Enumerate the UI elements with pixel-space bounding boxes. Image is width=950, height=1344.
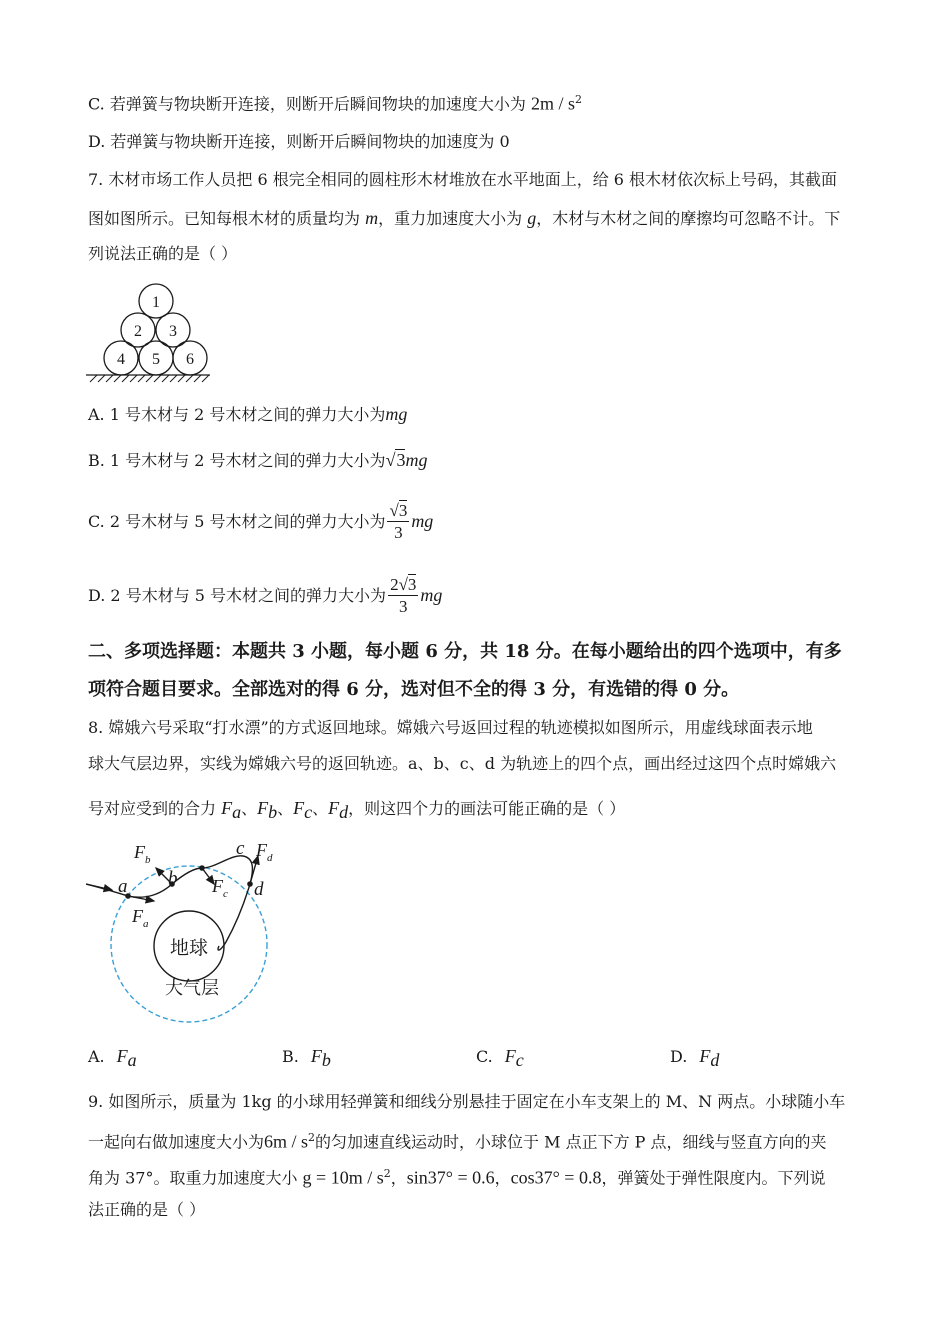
- q8-option-c-letter: C.: [476, 1047, 493, 1066]
- q8-option-d-force: F: [699, 1046, 711, 1066]
- q7-logs-figure: [86, 282, 226, 386]
- q8-force-fd: F: [328, 798, 340, 818]
- log-label-5: 5: [152, 351, 160, 368]
- log-label-3: 3: [169, 323, 177, 340]
- q7-stem-text: 图如图所示。已知每根木材的质量均为: [88, 209, 366, 228]
- q6-option-d: D. 若弹簧与物块断开连接，则断开后瞬间物块的加速度为 0: [88, 132, 510, 151]
- q8-option-d: [670, 1046, 719, 1071]
- q9-stem-line3: 角为 37°。取重力加速度大小 $g = 10m / s^2$，sin37° = 0.6，cos37° = 0.8，弹簧处于弹性限度内。下列说: [88, 1167, 826, 1188]
- q7-option-b-radicand: 3: [396, 450, 406, 470]
- q8-force-fd-sub: d: [339, 802, 349, 823]
- q7-option-d-denominator: 3: [398, 597, 408, 616]
- q9-gravity-sup: 2: [383, 1167, 391, 1180]
- force-label-fc: $F_c$: [212, 876, 228, 900]
- q7-option-d-coefficient: 2: [390, 575, 399, 594]
- q7-option-b-text: B. 1 号木材与 2 号木材之间的弹力大小为: [88, 451, 386, 470]
- q7-option-d-fraction: $\frac{2√3}{3}$: [390, 575, 417, 616]
- q7-stem-line1: 7. 木材市场工作人员把 6 根完全相同的圆柱形木材堆放在水平地面上，给 6 根木材依次标上号码，其截面: [88, 170, 838, 189]
- q7-option-a-math: mg: [385, 404, 408, 424]
- q7-option-c-math: mg: [411, 511, 434, 531]
- log-label-2: 2: [134, 323, 142, 340]
- q7-option-b-sqrt: √3: [385, 450, 406, 470]
- q7-stem-text2: ，重力加速度大小为: [378, 209, 528, 228]
- section-2-heading-line1: 二、多项选择题：本题共 3 小题，每小题 6 分，共 18 分。在每小题给出的四个选项中，有多: [88, 641, 842, 662]
- q9-stem-text2: 的匀加速直线运动时，小球位于 M 点正下方 P 点，细线与竖直方向的夹: [315, 1132, 827, 1152]
- q8-option-b: [282, 1046, 331, 1071]
- q8-stem-text2: ，则这四个力的画法可能正确的是（ ）: [348, 799, 626, 818]
- q7-option-c-text: C. 2 号木材与 5 号木材之间的弹力大小为: [88, 512, 386, 531]
- q6-option-c-sup: 2: [574, 93, 582, 106]
- q9-sin-value: sin37° = 0.6: [406, 1167, 495, 1188]
- q8-force-fa: F: [221, 798, 233, 818]
- q8-option-a-sub: a: [127, 1050, 137, 1071]
- earth-label: 地球: [169, 938, 209, 959]
- q9-stem-text3: 角为 37°。取重力加速度大小: [88, 1168, 303, 1188]
- q6-option-c-value: 2m / s: [530, 93, 575, 114]
- q6-option-c: [88, 88, 582, 116]
- q8-option-c-force: F: [504, 1046, 516, 1066]
- q8-option-d-sub: d: [710, 1050, 720, 1071]
- q7-option-c-denominator: 3: [394, 523, 403, 542]
- log-label-4: 4: [117, 351, 125, 368]
- q9-stem-line2: [88, 1126, 827, 1154]
- label-d: d: [254, 879, 264, 900]
- q8-stem-text: 号对应受到的合力: [88, 799, 222, 818]
- force-label-fb: $F_b$: [134, 842, 151, 866]
- q8-stem-line3: 号对应受到的合力 $F_a$、$F_b$、$F_c$、$F_d$，则这四个力的画法可能正确的是（ ）: [88, 798, 626, 823]
- q8-force-fb: F: [257, 798, 269, 818]
- q7-option-a-text: A. 1 号木材与 2 号木材之间的弹力大小为: [88, 405, 386, 424]
- q9-acceleration-value: 6m / s: [264, 1131, 309, 1152]
- q8-force-fa-sub: a: [232, 802, 242, 823]
- q8-option-c: [476, 1046, 524, 1071]
- q7-option-d-text: D. 2 号木材与 5 号木材之间的弹力大小为: [88, 586, 387, 605]
- q7-option-c-fraction: $\frac{√3}{3}$: [389, 501, 408, 542]
- q7-option-c-numerator: 3: [398, 501, 408, 520]
- q8-option-c-sub: c: [515, 1050, 524, 1071]
- q7-option-d-math: mg: [420, 585, 443, 605]
- q8-force-fc-sub: c: [304, 802, 313, 823]
- label-b: b: [168, 868, 178, 889]
- q7-stem-text3: ，木材与木材之间的摩擦均可忽略不计。下: [536, 209, 841, 228]
- q9-stem-line1: 9. 如图所示，质量为 1kg 的小球用轻弹簧和细线分别悬挂于固定在小车支架上的 M、N 两点。小球随小车: [88, 1092, 846, 1111]
- q8-force-fb-sub: b: [268, 802, 278, 823]
- q8-option-b-letter: B.: [282, 1047, 299, 1066]
- q8-option-b-force: F: [310, 1046, 322, 1066]
- atmosphere-label: 大气层: [165, 978, 219, 998]
- log-label-6: 6: [186, 351, 194, 368]
- q8-trajectory-figure: [86, 834, 286, 1030]
- section-2-heading-line2: 项符合题目要求。全部选对的得 6 分，选对但不全的得 3 分，有选错的得 0 分。: [88, 679, 740, 700]
- q7-gravity-symbol: g: [527, 208, 537, 228]
- q7-option-a: [88, 402, 407, 427]
- label-a: a: [118, 876, 128, 897]
- q9-stem-text4: ，弹簧处于弹性限度内。下列说: [601, 1168, 826, 1188]
- q8-option-a: [88, 1046, 137, 1071]
- q8-force-fc: F: [293, 798, 305, 818]
- q7-option-b-math: mg: [405, 450, 428, 470]
- label-c: c: [236, 838, 245, 859]
- q7-option-c: [88, 498, 433, 545]
- force-label-fd: $F_d$: [256, 840, 273, 864]
- force-label-fa: $F_a$: [132, 906, 149, 930]
- q8-option-d-letter: D.: [670, 1047, 688, 1066]
- q7-option-d-numerator: 3: [407, 575, 417, 594]
- q9-stem-line4: 法正确的是（ ）: [88, 1200, 206, 1219]
- log-label-1: 1: [152, 294, 160, 311]
- q7-option-b: [88, 448, 427, 473]
- q9-acceleration-sup: 2: [308, 1131, 316, 1144]
- q9-cos-value: cos37° = 0.8: [510, 1167, 602, 1188]
- q8-stem-line2: 球大气层边界，实线为嫦娥六号的返回轨迹。a、b、c、d 为轨迹上的四个点，画出经过这四个点时嫦娥六: [88, 754, 837, 773]
- q9-gravity-value: g = 10m / s: [302, 1167, 384, 1188]
- q7-mass-symbol: m: [365, 208, 379, 228]
- q7-stem-line2: [88, 206, 840, 231]
- q8-option-a-letter: A.: [88, 1047, 105, 1066]
- q8-option-a-force: F: [116, 1046, 128, 1066]
- q7-stem-line3: 列说法正确的是（ ）: [88, 244, 238, 263]
- q6-option-c-text: C. 若弹簧与物块断开连接，则断开后瞬间物块的加速度大小为: [88, 94, 526, 114]
- q8-stem-line1: 8. 嫦娥六号采取“打水漂”的方式返回地球。嫦娥六号返回过程的轨迹模拟如图所示，用虚线球面表示地: [88, 718, 813, 737]
- q7-option-d: [88, 572, 442, 619]
- q8-option-b-sub: b: [321, 1050, 331, 1071]
- q9-stem-text: 一起向右做加速度大小为: [88, 1132, 265, 1152]
